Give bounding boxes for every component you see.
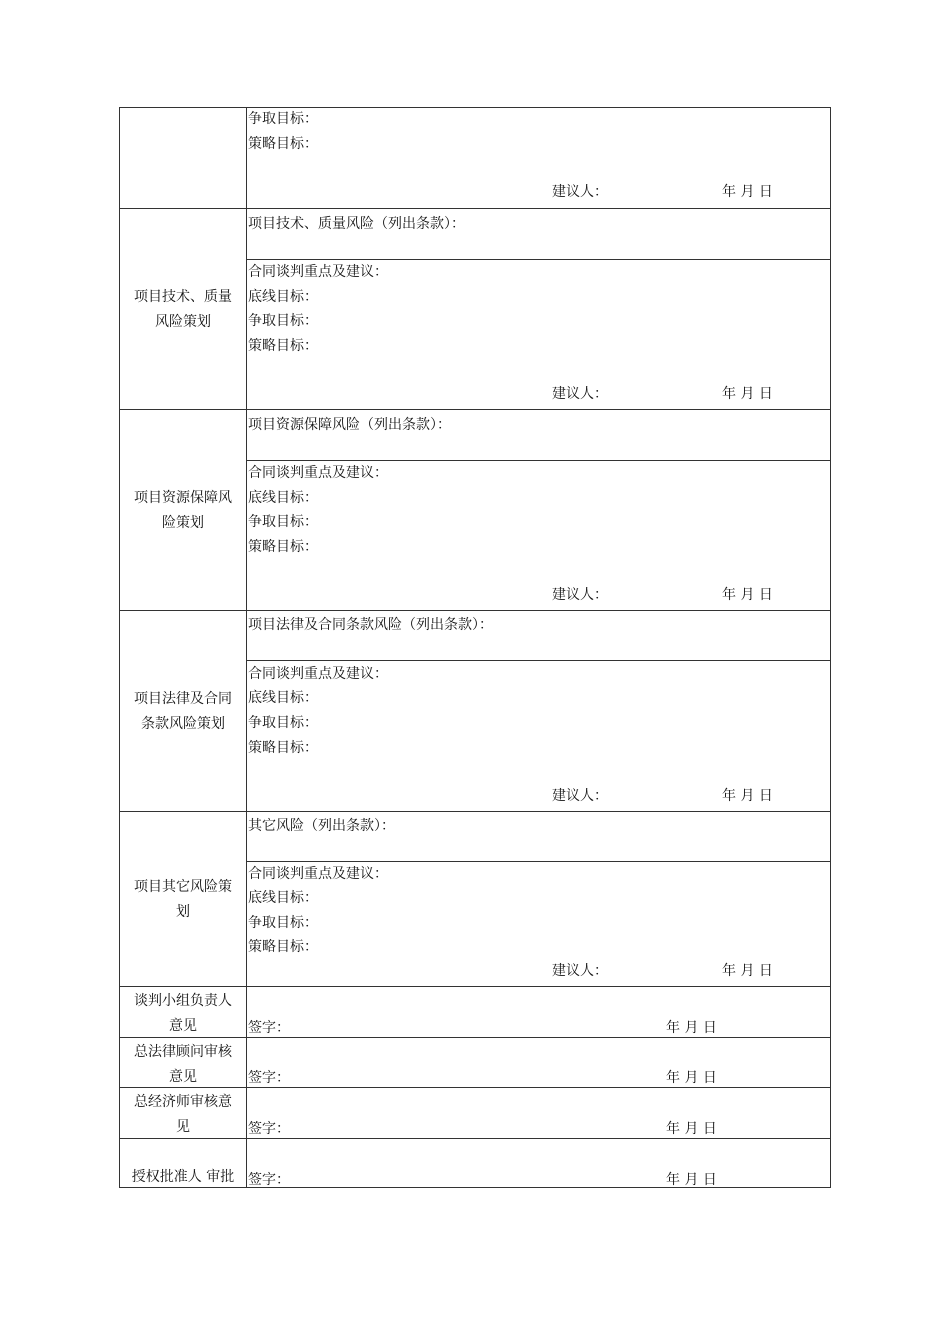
target-line: 策略目标： — [248, 539, 318, 555]
row-label: 谈判小组负责人 — [134, 993, 232, 1009]
sign-label: 签字： — [248, 1121, 290, 1137]
proposer-label: 建议人： — [552, 587, 608, 603]
row-label: 意见 — [169, 1018, 197, 1034]
proposer-label: 建议人： — [552, 184, 608, 200]
row-divider — [120, 610, 830, 611]
risk-planning-table — [119, 107, 831, 1188]
target-line: 争取目标： — [248, 111, 318, 127]
row-label: 授权批准人 审批 — [131, 1169, 235, 1185]
target-line: 策略目标： — [248, 740, 318, 756]
date-label: 年 月 日 — [666, 1121, 717, 1137]
proposer-label: 建议人： — [552, 788, 608, 804]
proposer-label: 建议人： — [552, 386, 608, 402]
row-label: 项目其它风险策 — [134, 879, 232, 895]
negotiation-line: 合同谈判重点及建议： — [248, 465, 388, 481]
negotiation-line: 合同谈判重点及建议： — [248, 866, 388, 882]
target-line: 底线目标： — [248, 289, 318, 305]
row-label: 总法律顾问审核 — [134, 1044, 232, 1060]
target-line: 底线目标： — [248, 890, 318, 906]
target-line: 争取目标： — [248, 915, 318, 931]
cell-divider — [246, 460, 830, 461]
row-divider — [120, 409, 830, 410]
row-label: 见 — [176, 1119, 190, 1135]
target-line: 策略目标： — [248, 136, 318, 152]
risk-title: 项目法律及合同条款风险（列出条款）： — [248, 617, 493, 633]
row-divider — [120, 986, 830, 987]
row-label: 总经济师审核意 — [134, 1094, 232, 1110]
date-label: 年 月 日 — [722, 184, 773, 200]
target-line: 策略目标： — [248, 338, 318, 354]
row-label: 意见 — [169, 1069, 197, 1085]
cell-divider — [246, 259, 830, 260]
risk-title: 其它风险（列出条款）： — [248, 818, 395, 834]
row-label: 项目法律及合同 — [134, 691, 232, 707]
row-label: 划 — [176, 904, 190, 920]
date-label: 年 月 日 — [666, 1070, 717, 1086]
risk-title: 项目资源保障风险（列出条款）： — [248, 417, 451, 433]
target-line: 底线目标： — [248, 690, 318, 706]
row-label: 条款风险策划 — [141, 716, 225, 732]
date-label: 年 月 日 — [722, 963, 773, 979]
target-line: 策略目标： — [248, 939, 318, 955]
row-label: 风险策划 — [155, 314, 211, 330]
date-label: 年 月 日 — [666, 1020, 717, 1036]
row-label: 项目资源保障风 — [134, 490, 232, 506]
date-label: 年 月 日 — [722, 587, 773, 603]
row-label: 项目技术、质量 — [134, 289, 232, 305]
risk-title: 项目技术、质量风险（列出条款）： — [248, 216, 465, 232]
sign-label: 签字： — [248, 1070, 290, 1086]
row-divider — [120, 811, 830, 812]
cell-divider — [246, 861, 830, 862]
target-line: 争取目标： — [248, 313, 318, 329]
column-divider — [246, 108, 247, 1187]
sign-label: 签字： — [248, 1172, 290, 1188]
negotiation-line: 合同谈判重点及建议： — [248, 264, 388, 280]
date-label: 年 月 日 — [722, 386, 773, 402]
proposer-label: 建议人： — [552, 963, 608, 979]
row-label: 险策划 — [162, 515, 204, 531]
target-line: 底线目标： — [248, 490, 318, 506]
cell-divider — [246, 660, 830, 661]
date-label: 年 月 日 — [666, 1172, 717, 1188]
sign-label: 签字： — [248, 1020, 290, 1036]
target-line: 争取目标： — [248, 715, 318, 731]
target-line: 争取目标： — [248, 514, 318, 530]
negotiation-line: 合同谈判重点及建议： — [248, 666, 388, 682]
row-divider — [120, 208, 830, 209]
date-label: 年 月 日 — [722, 788, 773, 804]
